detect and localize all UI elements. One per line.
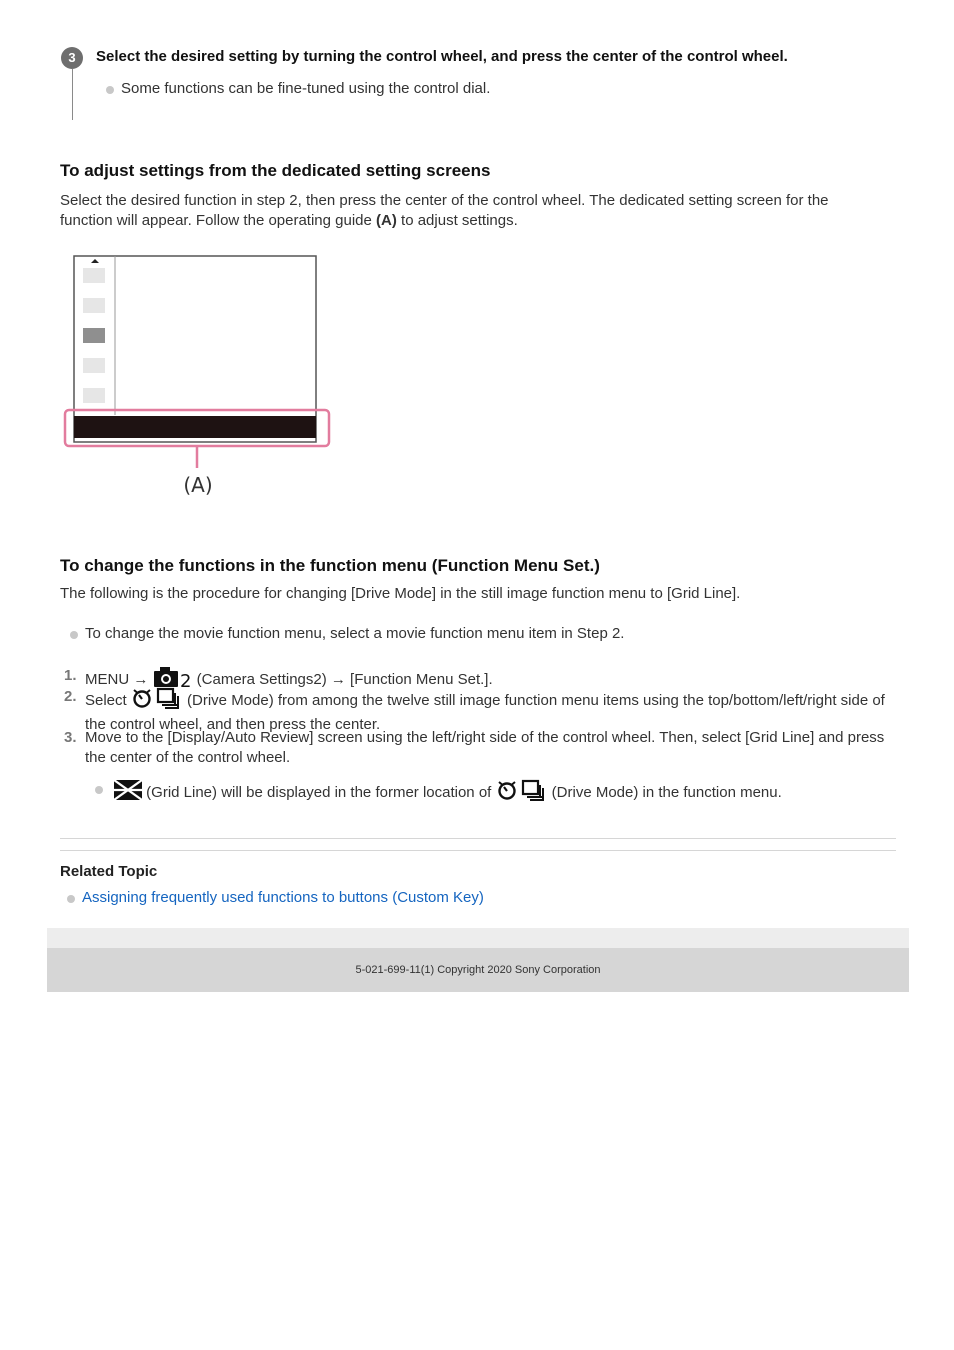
footer-copyright: 5-021-699-11(1) Copyright 2020 Sony Corporation bbox=[47, 948, 909, 992]
result-text-before: (Grid Line) will be displayed in the former location of bbox=[142, 783, 496, 801]
function-menu-heading: To change the functions in the function menu (Function Menu Set.) bbox=[60, 556, 600, 575]
step-2-number: 2. bbox=[64, 688, 77, 705]
divider bbox=[60, 850, 896, 851]
bullet-icon bbox=[106, 86, 114, 94]
result-text bbox=[114, 779, 782, 807]
bullet-icon bbox=[95, 786, 103, 794]
setting-screen-figure bbox=[60, 250, 340, 500]
dedicated-text-part: Select the desired function in step 2, then press the center of the control wheel. The dedicated setting screen for the function will appear. Follow the operating guide bbox=[60, 192, 829, 229]
step-3-title: Select the desired setting by turning the control wheel, and press the center of the control wheel. bbox=[96, 48, 788, 65]
step-3-text: Move to the [Display/Auto Review] screen using the left/right side of the control wheel. Then, select [Grid Line] and press the center of the control wheel. bbox=[85, 729, 885, 766]
divider bbox=[60, 838, 896, 839]
drive-mode-icon bbox=[131, 687, 183, 715]
step-2-text-after: (Drive Mode) from among the twelve still image function menu items using the top/bottom/left/right side of the control wheel, and then press the center. bbox=[85, 691, 885, 733]
function-menu-hint: To change the movie function menu, select a movie function menu item in Step 2. bbox=[85, 625, 625, 642]
guide-label: (A) bbox=[183, 473, 213, 497]
dedicated-heading: To adjust settings from the dedicated setting screens bbox=[60, 161, 491, 180]
step-1-text-after: (Camera Settings2) → [Function Menu Set.]. bbox=[192, 670, 493, 688]
step-2-text-before: Select bbox=[85, 691, 131, 709]
step-3-note: Some functions can be fine-tuned using the control dial. bbox=[121, 80, 491, 97]
function-menu-intro: The following is the procedure for changing [Drive Mode] in the still image function menu to [Grid Line]. bbox=[60, 585, 741, 602]
step-number-badge: 3 bbox=[61, 47, 83, 69]
drive-mode-icon bbox=[496, 779, 548, 807]
step-3-number: 3. bbox=[64, 729, 77, 746]
related-topic-heading: Related Topic bbox=[60, 863, 158, 880]
camera-settings2-number: 2 bbox=[179, 671, 191, 688]
step-1-number: 1. bbox=[64, 667, 77, 684]
dedicated-paragraph bbox=[60, 191, 880, 231]
related-topic-link[interactable]: Assigning frequently used functions to buttons (Custom Key) bbox=[82, 889, 484, 906]
dedicated-text-bold: (A) bbox=[376, 212, 397, 229]
bullet-icon bbox=[67, 895, 75, 903]
result-text-after: (Drive Mode) in the function menu. bbox=[547, 783, 782, 801]
grid-line-icon bbox=[114, 780, 142, 806]
bullet-icon bbox=[70, 631, 78, 639]
step-connector-line bbox=[72, 69, 73, 120]
dedicated-text-part-2: to adjust settings. bbox=[396, 212, 518, 229]
footer-top-band bbox=[47, 928, 909, 948]
step-1-text-before: MENU → bbox=[85, 670, 153, 688]
